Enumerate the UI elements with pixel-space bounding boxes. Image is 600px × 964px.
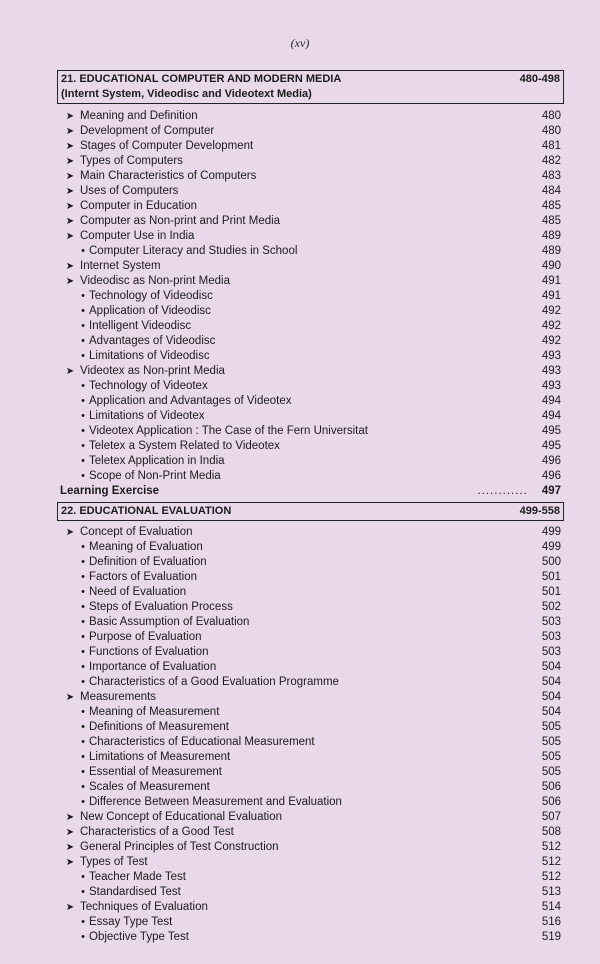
- learning-exercise-row: [57, 484, 564, 499]
- entry-text: Essential of Measurement: [89, 766, 222, 778]
- entry-text: Factors of Evaluation: [89, 571, 198, 583]
- arrow-bullet-icon: ➤: [65, 842, 75, 853]
- entry-label: [57, 600, 233, 615]
- toc-subentry: [57, 885, 564, 900]
- entry-label: [57, 229, 194, 244]
- dot-bullet-icon: •: [81, 721, 85, 733]
- entry-label: [57, 900, 208, 915]
- entry-page: 501: [541, 571, 561, 583]
- dot-bullet-icon: •: [81, 410, 85, 422]
- entry-text: Definition of Evaluation: [89, 556, 207, 568]
- entry-text: Types of Computers: [80, 155, 183, 167]
- entry-label: [57, 870, 186, 885]
- toc-entry: [57, 364, 564, 379]
- entry-page: 503: [541, 646, 561, 658]
- entry-label: [57, 154, 183, 169]
- entry-label: [57, 214, 280, 229]
- entry-text: Standardised Test: [89, 886, 181, 898]
- dot-bullet-icon: •: [81, 796, 85, 808]
- learning-exercise-page: 497: [541, 485, 561, 497]
- entry-page: 484: [541, 185, 561, 197]
- entry-label: [57, 720, 229, 735]
- entry-page: 493: [541, 365, 561, 377]
- entry-label: [57, 304, 211, 319]
- dot-bullet-icon: •: [81, 751, 85, 763]
- entry-page: 490: [541, 260, 561, 272]
- toc-subentry: [57, 645, 564, 660]
- entry-label: [57, 735, 315, 750]
- entry-text: Limitations of Measurement: [89, 751, 231, 763]
- entry-page: 493: [541, 380, 561, 392]
- toc-entry: [57, 124, 564, 139]
- toc-entry: [57, 900, 564, 915]
- entry-label: [57, 379, 208, 394]
- entry-text: Characteristics of a Good Evaluation Programme: [89, 676, 339, 688]
- entry-page: 505: [541, 751, 561, 763]
- dot-bullet-icon: •: [81, 395, 85, 407]
- entry-text: Meaning of Measurement: [89, 706, 220, 718]
- toc-entry: [57, 229, 564, 244]
- dot-bullet-icon: •: [81, 736, 85, 748]
- entry-text: Stages of Computer Development: [80, 140, 254, 152]
- entry-label: [57, 139, 253, 154]
- dot-bullet-icon: •: [81, 320, 85, 332]
- dot-bullet-icon: •: [81, 350, 85, 362]
- toc-subentry: [57, 334, 564, 349]
- entry-page: 505: [541, 721, 561, 733]
- entry-text: Characteristics of Educational Measurement: [89, 736, 315, 748]
- entry-text: Computer Literacy and Studies in School: [89, 245, 298, 257]
- entry-text: Computer Use in India: [80, 230, 195, 242]
- entry-page: 513: [541, 886, 561, 898]
- entry-label: [57, 394, 291, 409]
- toc-entry: [57, 525, 564, 540]
- entry-text: Characteristics of a Good Test: [80, 826, 234, 838]
- entry-label: [57, 885, 181, 900]
- dot-bullet-icon: •: [81, 871, 85, 883]
- chapter-22-entries: [57, 525, 564, 945]
- dot-bullet-icon: •: [81, 586, 85, 598]
- entry-text: Teacher Made Test: [89, 871, 186, 883]
- entry-page: 507: [541, 811, 561, 823]
- entry-text: Development of Computer: [80, 125, 215, 137]
- entry-text: Techniques of Evaluation: [80, 901, 208, 913]
- entry-text: Computer as Non-print and Print Media: [80, 215, 281, 227]
- entry-text: Objective Type Test: [89, 931, 189, 943]
- entry-page: 489: [541, 230, 561, 242]
- entry-label: [57, 184, 178, 199]
- toc-subentry: [57, 720, 564, 735]
- entry-label: [57, 409, 205, 424]
- toc-subentry: [57, 735, 564, 750]
- entry-text: Need of Evaluation: [89, 586, 187, 598]
- dot-bullet-icon: •: [81, 631, 85, 643]
- toc-subentry: [57, 750, 564, 765]
- dot-bullet-icon: •: [81, 646, 85, 658]
- entry-label: [57, 469, 221, 484]
- toc-subentry: [57, 780, 564, 795]
- entry-page: 491: [541, 275, 561, 287]
- toc-subentry: [57, 409, 564, 424]
- entry-text: Application and Advantages of Videotex: [89, 395, 292, 407]
- entry-label: [57, 274, 230, 289]
- entry-text: Steps of Evaluation Process: [89, 601, 233, 613]
- entry-page: 485: [541, 215, 561, 227]
- entry-page: 480: [541, 125, 561, 137]
- entry-text: Internet System: [80, 260, 161, 272]
- entry-page: 512: [541, 871, 561, 883]
- toc-subentry: [57, 570, 564, 585]
- entry-label: [57, 930, 189, 945]
- dot-bullet-icon: •: [81, 425, 85, 437]
- entry-text: Difference Between Measurement and Evaluation: [89, 796, 342, 808]
- entry-page: 500: [541, 556, 561, 568]
- toc-subentry: [57, 454, 564, 469]
- toc-subentry: [57, 540, 564, 555]
- entry-label: [57, 334, 215, 349]
- arrow-bullet-icon: ➤: [65, 692, 75, 703]
- entry-page: 491: [541, 290, 561, 302]
- entry-page: 493: [541, 350, 561, 362]
- entry-text: Meaning and Definition: [80, 110, 198, 122]
- entry-page: 512: [541, 856, 561, 868]
- arrow-bullet-icon: ➤: [65, 201, 75, 212]
- entry-label: [57, 645, 209, 660]
- entry-text: Videodisc as Non-print Media: [80, 275, 231, 287]
- entry-text: Videotex as Non-print Media: [80, 365, 225, 377]
- toc-entry: [57, 259, 564, 274]
- entry-page: 480: [541, 110, 561, 122]
- entry-text: Essay Type Test: [89, 916, 173, 928]
- dot-bullet-icon: •: [81, 706, 85, 718]
- entry-page: 519: [541, 931, 561, 943]
- entry-text: Teletex Application in India: [89, 455, 225, 467]
- learning-exercise-label: Learning Exercise: [60, 485, 160, 497]
- dot-bullet-icon: •: [81, 335, 85, 347]
- entry-page: 504: [541, 676, 561, 688]
- entry-label: [57, 855, 148, 870]
- entry-page: 499: [541, 526, 561, 538]
- toc-subentry: [57, 585, 564, 600]
- toc-subentry: [57, 600, 564, 615]
- toc-subentry: [57, 289, 564, 304]
- entry-text: Types of Test: [80, 856, 148, 868]
- entry-text: Advantages of Videodisc: [89, 335, 216, 347]
- entry-page: 506: [541, 781, 561, 793]
- entry-label: [57, 244, 297, 259]
- arrow-bullet-icon: ➤: [65, 857, 75, 868]
- toc-entry: [57, 690, 564, 705]
- toc-subentry: [57, 675, 564, 690]
- chapter-22-title: 22. EDUCATIONAL EVALUATION: [61, 505, 232, 517]
- entry-page: 514: [541, 901, 561, 913]
- entry-page: 503: [541, 616, 561, 628]
- entry-label: [57, 780, 210, 795]
- dot-bullet-icon: •: [81, 556, 85, 568]
- entry-page: 495: [541, 425, 561, 437]
- arrow-bullet-icon: ➤: [65, 827, 75, 838]
- arrow-bullet-icon: ➤: [65, 126, 75, 137]
- toc-entry: [57, 855, 564, 870]
- entry-page: 504: [541, 691, 561, 703]
- entry-page: 485: [541, 200, 561, 212]
- toc-subentry: [57, 765, 564, 780]
- entry-text: Videotex Application : The Case of the Fern Universitat: [89, 425, 368, 437]
- entry-page: 482: [541, 155, 561, 167]
- entry-label: [57, 585, 186, 600]
- entry-label: [57, 364, 225, 379]
- entry-page: 499: [541, 541, 561, 553]
- entry-label: [57, 810, 282, 825]
- toc-subentry: [57, 319, 564, 334]
- dot-bullet-icon: •: [81, 781, 85, 793]
- toc-subentry: [57, 870, 564, 885]
- dot-bullet-icon: •: [81, 766, 85, 778]
- entry-page: 502: [541, 601, 561, 613]
- dot-bullet-icon: •: [81, 676, 85, 688]
- toc-subentry: [57, 630, 564, 645]
- entry-page: 492: [541, 320, 561, 332]
- dot-bullet-icon: •: [81, 931, 85, 943]
- entry-label: [57, 424, 368, 439]
- entry-label: [57, 259, 161, 274]
- entry-page: 504: [541, 706, 561, 718]
- toc-subentry: [57, 439, 564, 454]
- toc-entry: [57, 184, 564, 199]
- toc-entry: [57, 154, 564, 169]
- entry-text: New Concept of Educational Evaluation: [80, 811, 283, 823]
- entry-label: [57, 289, 213, 304]
- entry-page: 504: [541, 661, 561, 673]
- entry-label: [57, 615, 249, 630]
- entry-label: [57, 630, 202, 645]
- dot-bullet-icon: •: [81, 290, 85, 302]
- entry-label: [57, 540, 203, 555]
- chapter-21-title: 21. EDUCATIONAL COMPUTER AND MODERN MEDIA (Internt System, Videodisc and Videotext Media): [61, 73, 342, 100]
- toc-entry: [57, 840, 564, 855]
- entry-text: Intelligent Videodisc: [89, 320, 192, 332]
- entry-text: Main Characteristics of Computers: [80, 170, 257, 182]
- entry-text: Meaning of Evaluation: [89, 541, 203, 553]
- entry-text: Computer in Education: [80, 200, 197, 212]
- entry-text: Uses of Computers: [80, 185, 179, 197]
- entry-page: 494: [541, 410, 561, 422]
- toc-entry: [57, 810, 564, 825]
- toc-subentry: [57, 424, 564, 439]
- entry-text: Application of Videodisc: [89, 305, 211, 317]
- entry-text: Technology of Videodisc: [89, 290, 213, 302]
- entry-page: 492: [541, 335, 561, 347]
- dot-bullet-icon: •: [81, 661, 85, 673]
- chapter-21-heading: [57, 70, 564, 104]
- entry-page: 516: [541, 916, 561, 928]
- chapter-21-pages: 480-498: [519, 73, 560, 85]
- entry-page: 496: [541, 470, 561, 482]
- toc-subentry: [57, 349, 564, 364]
- toc-subentry: [57, 705, 564, 720]
- entry-label: [57, 109, 198, 124]
- toc-subentry: [57, 615, 564, 630]
- entry-text: Basic Assumption of Evaluation: [89, 616, 250, 628]
- arrow-bullet-icon: ➤: [65, 812, 75, 823]
- chapter-22-heading: [57, 502, 564, 521]
- arrow-bullet-icon: ➤: [65, 902, 75, 913]
- dot-bullet-icon: •: [81, 616, 85, 628]
- entry-page: 508: [541, 826, 561, 838]
- entry-text: Limitations of Videotex: [89, 410, 205, 422]
- entry-text: General Principles of Test Construction: [80, 841, 279, 853]
- toc-entry: [57, 214, 564, 229]
- toc-subentry: [57, 915, 564, 930]
- leader-dots: ............: [477, 485, 528, 497]
- toc-entry: [57, 199, 564, 214]
- entry-label: [57, 690, 156, 705]
- entry-page: 494: [541, 395, 561, 407]
- toc-subentry: [57, 555, 564, 570]
- chapter-22-pages: 499-558: [519, 505, 560, 517]
- entry-label: [57, 675, 339, 690]
- entry-label: [57, 825, 234, 840]
- toc-subentry: [57, 660, 564, 675]
- entry-label: [57, 795, 342, 810]
- entry-page: 483: [541, 170, 561, 182]
- arrow-bullet-icon: ➤: [65, 527, 75, 538]
- entry-text: Teletex a System Related to Videotex: [89, 440, 280, 452]
- arrow-bullet-icon: ➤: [65, 261, 75, 272]
- dot-bullet-icon: •: [81, 541, 85, 553]
- entry-text: Limitations of Videodisc: [89, 350, 210, 362]
- arrow-bullet-icon: ➤: [65, 276, 75, 287]
- entry-page: 501: [541, 586, 561, 598]
- toc-subentry: [57, 930, 564, 945]
- entry-page: 496: [541, 455, 561, 467]
- arrow-bullet-icon: ➤: [65, 216, 75, 227]
- toc-subentry: [57, 304, 564, 319]
- entry-page: 506: [541, 796, 561, 808]
- entry-label: [57, 705, 219, 720]
- entry-text: Purpose of Evaluation: [89, 631, 202, 643]
- entry-label: [57, 319, 191, 334]
- entry-text: Scales of Measurement: [89, 781, 210, 793]
- dot-bullet-icon: •: [81, 380, 85, 392]
- toc-entry: [57, 825, 564, 840]
- arrow-bullet-icon: ➤: [65, 231, 75, 242]
- entry-label: [57, 840, 279, 855]
- entry-label: [57, 169, 256, 184]
- arrow-bullet-icon: ➤: [65, 366, 75, 377]
- toc-entry: [57, 109, 564, 124]
- dot-bullet-icon: •: [81, 440, 85, 452]
- toc-subentry: [57, 394, 564, 409]
- arrow-bullet-icon: ➤: [65, 156, 75, 167]
- entry-page: 505: [541, 736, 561, 748]
- entry-page: 495: [541, 440, 561, 452]
- entry-page: 492: [541, 305, 561, 317]
- toc-entry: [57, 139, 564, 154]
- toc-subentry: [57, 244, 564, 259]
- arrow-bullet-icon: ➤: [65, 141, 75, 152]
- dot-bullet-icon: •: [81, 886, 85, 898]
- entry-page: 481: [541, 140, 561, 152]
- entry-label: [57, 525, 193, 540]
- dot-bullet-icon: •: [81, 470, 85, 482]
- entry-label: [57, 660, 216, 675]
- entry-text: Technology of Videotex: [89, 380, 208, 392]
- entry-page: 489: [541, 245, 561, 257]
- dot-bullet-icon: •: [81, 245, 85, 257]
- entry-label: [57, 124, 214, 139]
- toc-entry: [57, 169, 564, 184]
- toc-subentry: [57, 795, 564, 810]
- toc-subentry: [57, 379, 564, 394]
- entry-text: Importance of Evaluation: [89, 661, 217, 673]
- entry-page: 505: [541, 766, 561, 778]
- entry-text: Functions of Evaluation: [89, 646, 209, 658]
- entry-label: [57, 349, 210, 364]
- dot-bullet-icon: •: [81, 601, 85, 613]
- toc-entry: [57, 274, 564, 289]
- dot-bullet-icon: •: [81, 916, 85, 928]
- table-of-contents: [57, 70, 564, 945]
- entry-page: 512: [541, 841, 561, 853]
- entry-label: [57, 570, 197, 585]
- arrow-bullet-icon: ➤: [65, 186, 75, 197]
- dot-bullet-icon: •: [81, 305, 85, 317]
- entry-text: Definitions of Measurement: [89, 721, 229, 733]
- entry-label: [57, 765, 222, 780]
- entry-label: [57, 915, 172, 930]
- dot-bullet-icon: •: [81, 571, 85, 583]
- arrow-bullet-icon: ➤: [65, 171, 75, 182]
- entry-text: Measurements: [80, 691, 157, 703]
- entry-page: 503: [541, 631, 561, 643]
- arrow-bullet-icon: ➤: [65, 111, 75, 122]
- entry-text: Scope of Non-Print Media: [89, 470, 221, 482]
- entry-label: [57, 439, 280, 454]
- entry-label: [57, 555, 207, 570]
- chapter-21-entries: [57, 109, 564, 484]
- entry-label: [57, 454, 225, 469]
- dot-bullet-icon: •: [81, 455, 85, 467]
- toc-subentry: [57, 469, 564, 484]
- entry-label: [57, 750, 230, 765]
- entry-text: Concept of Evaluation: [80, 526, 193, 538]
- entry-label: [57, 199, 197, 214]
- page-number: (xv): [290, 36, 310, 50]
